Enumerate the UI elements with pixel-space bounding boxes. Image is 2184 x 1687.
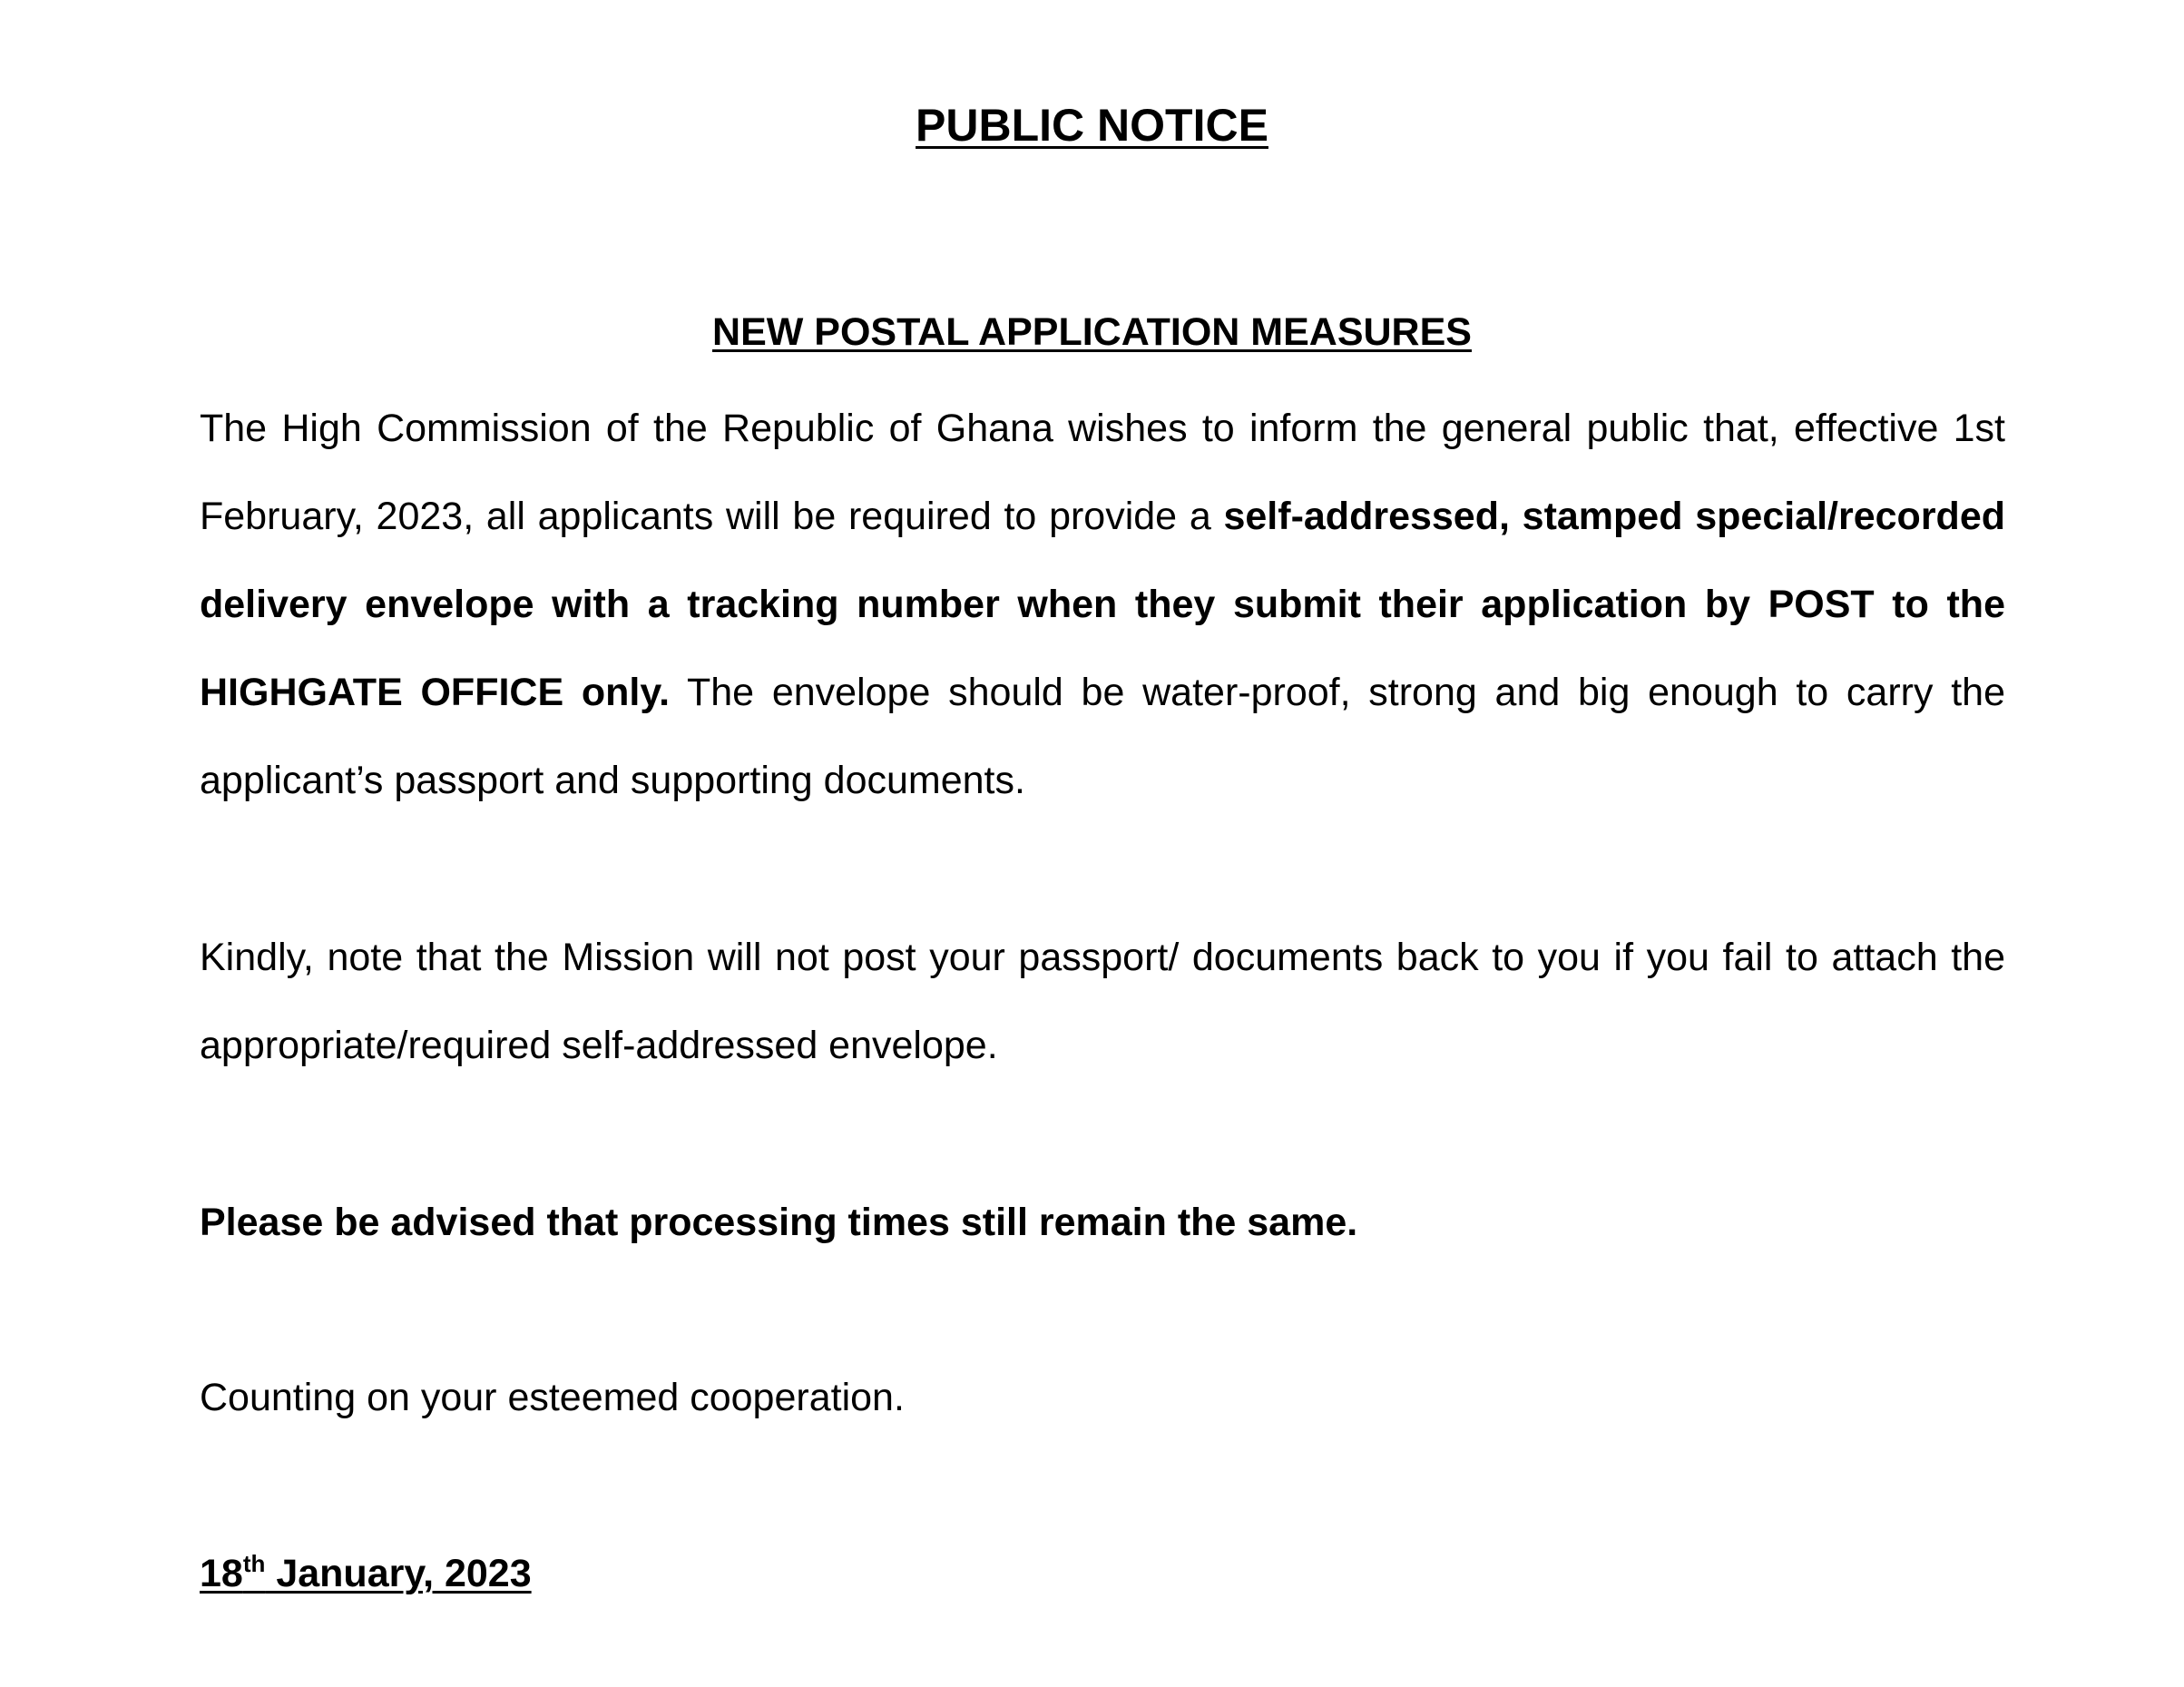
paragraph-processing-times: Please be advised that processing times still remain the same. — [200, 1201, 1358, 1244]
paragraph-requirements — [200, 385, 2005, 825]
requirements-closing-text: The envelope should be water-proof, strong and big enough to carry the applicant’s passport and supporting documents. — [200, 671, 2006, 802]
requirements-intro-text: The High Commission of the Republic of Ghana wishes to inform the general public that, effective 1st February, 2023, all applicants will be required to provide a — [200, 407, 2005, 538]
paragraph-return-warning: Kindly, note that the Mission will not post your passport/ documents back to you if you fail to attach the appropriate/required self-addressed envelope. — [200, 936, 2005, 1067]
date-month-year: January, 2023 — [265, 1552, 532, 1595]
notice-title: PUBLIC NOTICE — [916, 100, 1268, 151]
paragraph-closing: Counting on your esteemed cooperation. — [200, 1376, 905, 1419]
requirements-emphasis-text: self-addressed, stamped special/recorded delivery envelope with a tracking number when they submit their application by POST to the HIGHGATE OFFICE only. — [200, 495, 2005, 714]
notice-date — [200, 1548, 532, 1599]
date-day-suffix: th — [242, 1550, 266, 1577]
date-day: 18 — [200, 1552, 243, 1595]
notice-subtitle: NEW POSTAL APPLICATION MEASURES — [712, 310, 1472, 354]
